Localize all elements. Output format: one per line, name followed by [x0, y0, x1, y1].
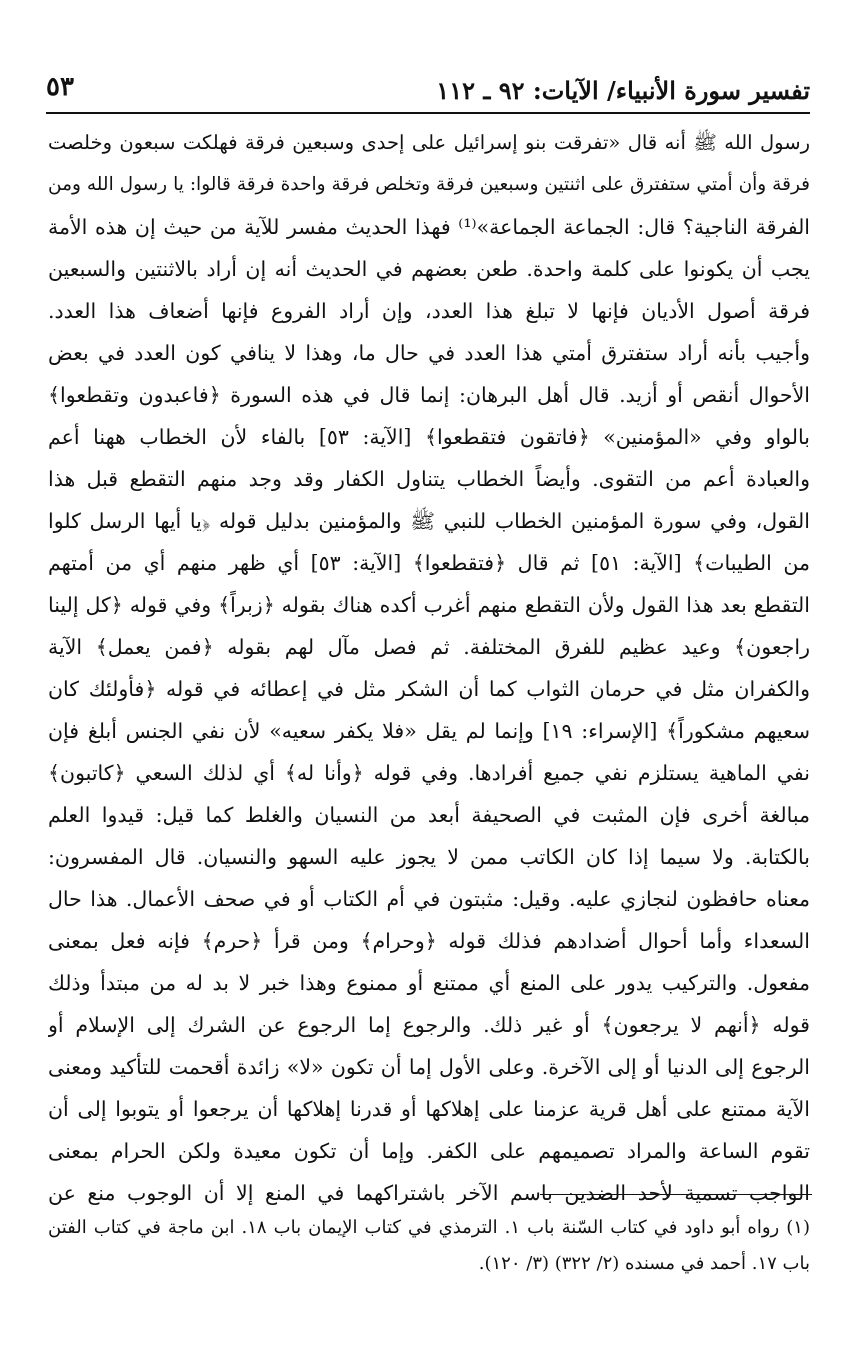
running-title: تفسير سورة الأنبياء/ الآيات: ٩٢ ـ ١١٢ — [436, 76, 810, 105]
text-line: والكفران مثل في حرمان الثواب كما أن الشكر مثل في إعطائه في قوله ﴿فأولئك كان — [48, 677, 810, 701]
text-line: يجب أن يكونوا على كلمة واحدة. طعن بعضهم في الحديث أنه إن أراد بالاثنتين والسبعين — [48, 257, 810, 281]
text-line: وأجيب بأنه أراد ستفترق أمتي هذا العدد في حال ما، وهذا لا ينافي كون العدد في بعض — [48, 341, 810, 365]
text-line: نفي الماهية يستلزم نفي جميع أفرادها. وفي قوله ﴿وأنا له﴾ أي لذلك السعي ﴿كاتبون﴾ — [48, 761, 810, 785]
text-line: قوله ﴿أنهم لا يرجعون﴾ أو غير ذلك. والرجوع إما الرجوع عن الشرك إلى الإسلام أو — [48, 1013, 810, 1037]
text-line: الأحوال أنقص أو أزيد. قال أهل البرهان: إنما قال في هذه السورة ﴿فاعبدون وتقطعوا﴾ — [48, 383, 810, 407]
page-number: ٥٣ — [46, 72, 74, 102]
text-line: التقطع بعد هذا القول ولأن التقطع منهم أغرب أكده هناك بقوله ﴿زبراً﴾ وفي قوله ﴿كل إلينا — [48, 593, 810, 617]
text-line: سعيهم مشكوراً﴾ [الإسراء: ١٩] وإنما لم يقل «فلا يكفر سعيه» لأن نفي الجنس أبلغ فإن — [48, 719, 810, 743]
text-line: فرقة أصول الأديان فإنها لا تبلغ هذا العدد، وإن أراد الفروع فإنها أضعاف هذا العدد. — [48, 299, 810, 323]
footnotes — [48, 1210, 810, 1282]
text-line: معناه حافظون لنجازي عليه. وقيل: مثبتون في أم الكتاب أو في صحف الأعمال. هذا حال — [48, 887, 810, 911]
text-line: الرجوع إلى الدنيا أو إلى الآخرة. وعلى الأول إما أن تكون «لا» زائدة أقحمت للتأكيد ومعنى — [48, 1055, 810, 1079]
body-text — [48, 122, 810, 1214]
footnote-line: باب ١٧. أحمد في مسنده (٢/ ٣٢٢) (٣/ ١٢٠). — [478, 1253, 810, 1274]
text-line: القول، وفي سورة المؤمنين الخطاب للنبي ﷺ والمؤمنين بدليل قوله ﴿يا أيها الرسل كلوا — [48, 509, 810, 533]
header-rule — [46, 112, 810, 114]
footnote-rule — [540, 1194, 812, 1195]
text-line: بالواو وفي «المؤمنين» ﴿فاتقون فتقطعوا﴾ [الآية: ٥٣] بالفاء لأن الخطاب ههنا أعم — [48, 425, 810, 449]
text-line: تقوم الساعة والمراد تصميمهم على الكفر. وإما أن تكون معيدة ولكن الحرام بمعنى — [48, 1139, 810, 1163]
text-line: راجعون﴾ وعيد عظيم للفرق المختلفة. ثم فصل مآل لهم بقوله ﴿فمن يعمل﴾ الآية — [48, 635, 810, 659]
text-line: مبالغة أخرى فإن المثبت في الصحيفة أبعد من النسيان والغلط كما قيل: قيدوا العلم — [48, 803, 810, 827]
text-line: رسول الله ﷺ أنه قال «تفرقت بنو إسرائيل على إحدى وسبعين فرقة فهلكت سبعون وخلصت — [48, 131, 810, 154]
text-line: من الطيبات﴾ [الآية: ٥١] ثم قال ﴿فتقطعوا﴾ [الآية: ٥٣] أي ظهر منهم أي من أمتهم — [48, 551, 810, 575]
page-header — [46, 68, 810, 108]
text-line: الفرقة الناجية؟ قال: الجماعة الجماعة»⁽¹⁾ فهذا الحديث مفسر للآية من حيث إن هذه الأمة — [48, 215, 810, 239]
text-line: والعبادة أعم من التقوى. وأيضاً الخطاب يتناول الكفار وقد وجد منهم التقطع قبل هذا — [48, 467, 810, 491]
text-line: الواجب تسمية لأحد الضدين باسم الآخر باشتراكهما في المنع إلا أن الوجوب منع عن — [48, 1181, 810, 1205]
text-line: الآية ممتنع على أهل قرية عزمنا على إهلاكها أو قدرنا إهلاكها أن يرجعوا أو يتوبوا إلى أن — [48, 1097, 810, 1121]
footnote-line: (١) رواه أبو داود في كتاب السّنة باب ١. الترمذي في كتاب الإيمان باب ١٨. ابن ماجة في كتاب الفتن — [48, 1217, 810, 1238]
text-line: فرقة وأن أمتي ستفترق على اثنتين وسبعين فرقة وتخلص فرقة واحدة فرقة قالوا: يا رسول الله ومن — [48, 174, 810, 195]
text-line: بالكتابة. ولا سيما إذا كان الكاتب ممن لا يجوز عليه السهو والنسيان. قال المفسرون: — [48, 845, 810, 869]
text-line: مفعول. والتركيب يدور على المنع أي ممتنع أو ممنوع وهذا خبر لا بد له من مبتدأ وذلك — [48, 971, 810, 995]
text-line: السعداء وأما أحوال أضدادهم فذلك قوله ﴿وحرام﴾ ومن قرأ ﴿حرم﴾ فإنه فعل بمعنى — [48, 929, 810, 953]
